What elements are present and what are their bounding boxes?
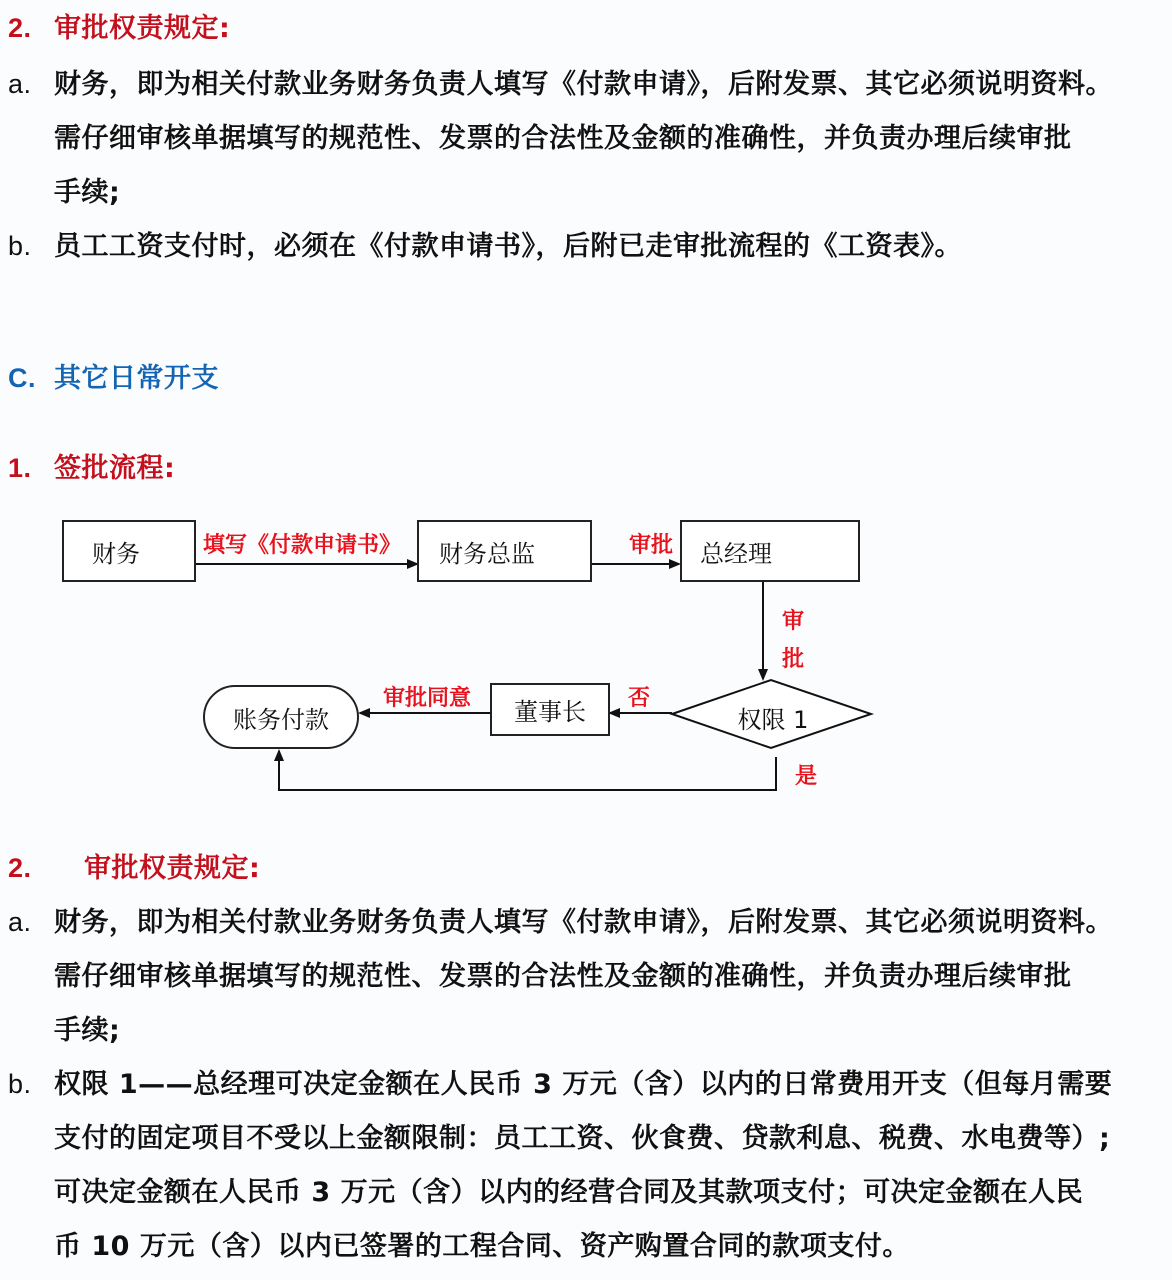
item-label: a.: [8, 907, 32, 937]
edge-label-no: 否: [628, 686, 651, 711]
node-payment: 账务付款: [203, 685, 359, 749]
section1-heading-text: 审批权责规定:: [54, 13, 231, 44]
section2-item-b-line2: 支付的固定项目不受以上金额限制：员工工资、伙食费、贷款利息、税费、水电费等）;: [54, 1123, 1111, 1154]
flow-heading-num: 1.: [8, 453, 32, 483]
text: 财务，即为相关付款业务财务负责人填写《付款申请》，后附发票、其它必须说明资料。: [54, 907, 1113, 938]
item-label: b.: [8, 1069, 32, 1099]
item-label: b.: [8, 231, 32, 261]
section2-heading-text: 审批权责规定:: [84, 853, 261, 884]
edge-label-chairman-approve: 审批同意: [383, 686, 472, 711]
section1-item-a-line2: 需仔细审核单据填写的规范性、发票的合法性及金额的准确性，并负责办理后续审批: [54, 123, 1072, 154]
section-c-label: C.: [8, 363, 36, 393]
item-label: a.: [8, 69, 32, 99]
edge-label-fill-form: 填写《付款申请书》: [203, 533, 402, 558]
edge-label-yes: 是: [795, 764, 818, 789]
section2-item-a-line3: 手续;: [54, 1015, 121, 1046]
flow-heading-title: 签批流程:: [54, 453, 176, 484]
section2-item-b-line4: 币 10 万元（含）以内已签署的工程合同、资产购置合同的款项支付。: [54, 1231, 910, 1262]
section2-item-b-line3: 可决定金额在人民币 3 万元（含）以内的经营合同及其款项支付；可决定金额在人民: [54, 1177, 1084, 1208]
section2-heading: [8, 846, 260, 885]
text: 员工工资支付时，必须在《付款申请书》，后附已走审批流程的《工资表》。: [54, 231, 962, 262]
node-authority-decision: 权限 1: [737, 706, 809, 734]
section-c-title: 其它日常开支: [54, 363, 219, 394]
node-finance: 财务: [62, 520, 196, 582]
node-chairman: 董事长: [490, 683, 610, 736]
section2-heading-num: 2.: [8, 853, 32, 883]
section2-item-a-line1: [8, 900, 1113, 939]
node-cfo: 财务总监: [417, 520, 592, 582]
section2-item-b-line1: [8, 1062, 1112, 1101]
section1-heading-num: 2.: [8, 13, 32, 43]
edge-label-gm-approve-1: 审: [782, 609, 805, 634]
node-general-manager: 总经理: [680, 520, 860, 582]
section1-item-a-line3: 手续;: [54, 177, 121, 208]
edge-label-gm-approve-2: 批: [782, 647, 805, 672]
edge-label-cfo-approve: 审批: [629, 533, 674, 558]
text: 财务，即为相关付款业务财务负责人填写《付款申请》，后附发票、其它必须说明资料。: [54, 69, 1113, 100]
section2-item-a-line2: 需仔细审核单据填写的规范性、发票的合法性及金额的准确性，并负责办理后续审批: [54, 961, 1072, 992]
text: 权限 1——总经理可决定金额在人民币 3 万元（含）以内的日常费用开支（但每月需要: [54, 1069, 1113, 1100]
